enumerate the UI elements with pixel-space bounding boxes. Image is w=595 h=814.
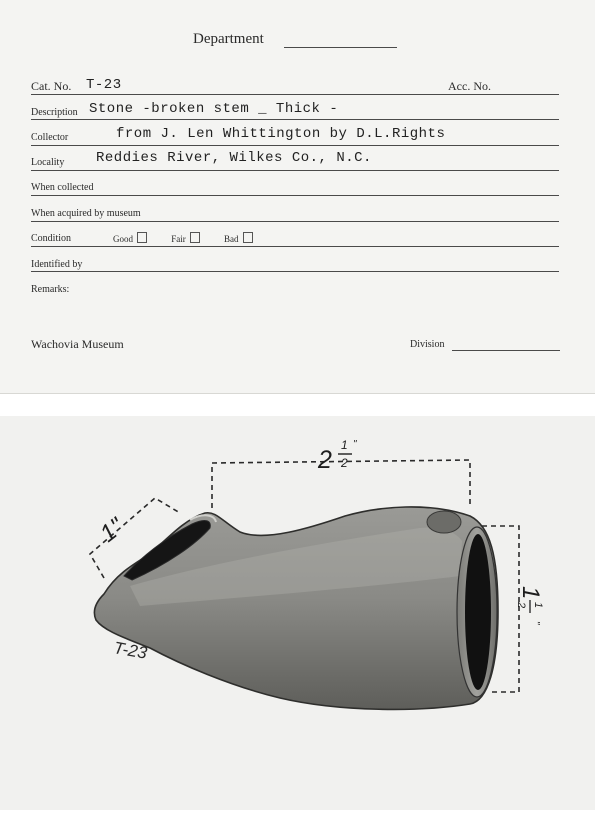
dimension-top-frac-den: 2 [341, 456, 348, 470]
collector-rule [31, 145, 559, 146]
condition-rule [31, 246, 559, 247]
collector-label: Collector [31, 132, 69, 143]
condition-fair-checkbox [190, 232, 200, 243]
condition-bad-label: Bad [224, 234, 239, 244]
locality-label: Locality [31, 157, 65, 168]
collector-value: from J. Len Whittington by D.L.Rights [116, 126, 446, 142]
when-collected-rule [31, 195, 559, 196]
when-acquired-label: When acquired by museum [31, 208, 141, 219]
condition-good [113, 232, 147, 244]
cat-no-value: T-23 [86, 77, 122, 93]
catalog-card [0, 0, 595, 394]
condition-options [113, 232, 275, 244]
bowl-knob [427, 511, 461, 533]
department-rule [284, 47, 397, 48]
pipe-sketch [0, 416, 595, 810]
page-gap [0, 394, 595, 416]
dimension-top-frac-num: 1 [341, 438, 348, 452]
cat-no-label: Cat. No. [31, 79, 72, 93]
description-label: Description [31, 107, 78, 118]
condition-bad [224, 232, 253, 244]
specimen-label: T-23 [112, 638, 149, 663]
condition-good-checkbox [137, 232, 147, 243]
locality-value: Reddies River, Wilkes Co., N.C. [96, 150, 372, 166]
description-value: Stone -broken stem _ Thick - [89, 101, 339, 117]
remarks-label: Remarks: [31, 284, 70, 295]
when-acquired-rule [31, 221, 559, 222]
dimension-right-frac-num: 1 [532, 602, 544, 609]
dimension-top-whole: 2 [318, 446, 332, 474]
department-label: Department [193, 31, 264, 47]
division-rule [452, 350, 560, 351]
description-rule [31, 119, 559, 120]
bowl-opening [465, 534, 491, 690]
locality-rule [31, 170, 559, 171]
inch-mark-top: " [353, 439, 357, 450]
condition-bad-checkbox [243, 232, 253, 243]
condition-label: Condition [31, 233, 72, 244]
condition-good-label: Good [113, 234, 133, 244]
inch-mark-right: " [530, 621, 541, 625]
division-label: Division [410, 339, 445, 350]
artifact-drawing [0, 416, 595, 810]
dimension-right-frac-den: 2 [515, 602, 527, 609]
museum-name: Wachovia Museum [31, 337, 124, 351]
dimension-top-label [317, 438, 357, 474]
cat-no-rule [31, 94, 559, 95]
dimension-left-label: 1" [95, 512, 129, 548]
identified-by-rule [31, 271, 559, 272]
when-collected-label: When collected [31, 182, 94, 193]
identified-by-label: Identified by [31, 259, 83, 270]
condition-fair-label: Fair [171, 234, 186, 244]
dimension-right-whole: 1 [517, 586, 544, 600]
condition-fair [171, 232, 200, 244]
acc-no-label: Acc. No. [448, 79, 491, 93]
